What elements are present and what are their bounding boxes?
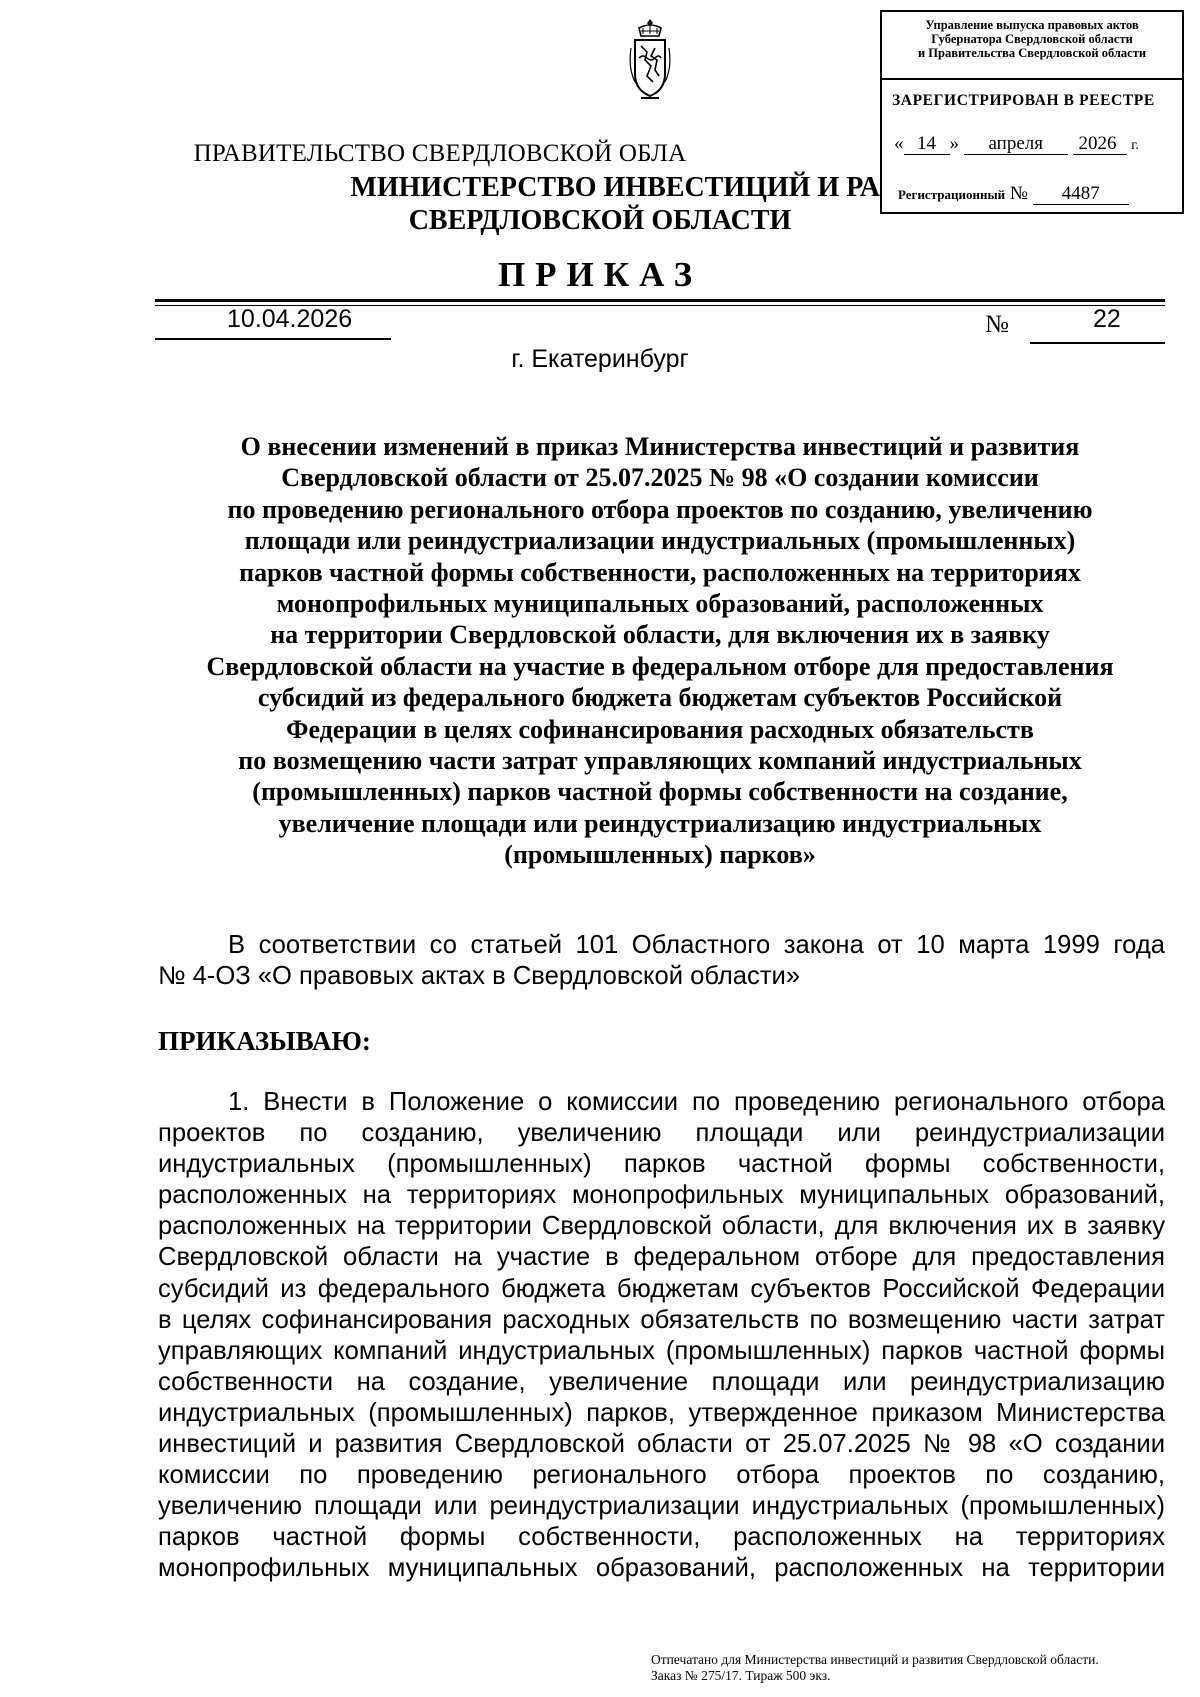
paragraph-line: расположенных на территориях монопрофильных муниципальных образований, [158, 1181, 1165, 1210]
stamp-year-prefix: 20 [1078, 133, 1098, 154]
number-underline [1030, 342, 1165, 344]
footer-line: Заказ № 275/17. Тираж 500 экз. [651, 1668, 831, 1683]
stamp-year [1073, 134, 1127, 155]
header-rule-thick [155, 299, 1165, 302]
stamp-close-quote: » [949, 133, 959, 154]
stamp-reg-number: 4487 [1033, 184, 1129, 205]
title-line: О внесении изменений в приказ Министерства инвестиций и развития [240, 432, 1080, 461]
paragraph-line: индустриальных (промышленных) парков частной формы собственности, [158, 1150, 1165, 1179]
title-line: (промышленных) парков частной формы собственности на создание, [252, 777, 1068, 807]
paragraph-line: увеличению площади или реиндустриализации индустриальных (промышленных) [158, 1492, 1165, 1521]
stamp-year-suffix: 26 [1097, 133, 1117, 154]
title-line: парков частной формы собственности, расположенных на территориях [239, 557, 1081, 587]
stamp-org-line: Управление выпуска правовых актов [925, 18, 1139, 32]
government-name: ПРАВИТЕЛЬСТВО СВЕРДЛОВСКОЙ ОБЛА [193, 140, 687, 167]
paragraph-line: проектов по созданию, увеличению площади или реиндустриализации [158, 1119, 1165, 1148]
footer-line: Отпечатано для Министерства инвестиций и развития Свердловской области. [651, 1652, 1099, 1667]
title-line: Свердловской области от 25.07.2025 № 98 «О создании комиссии [281, 463, 1039, 493]
title-line: Федерации в целях софинансирования расходных обязательств [286, 714, 1034, 744]
basis-line: № 4-ОЗ «О правовых актах в Свердловской области» [158, 962, 801, 991]
paragraph-line: в целях софинансирования расходных обязательств по возмещению части затрат [158, 1305, 1165, 1334]
city: г. Екатеринбург [511, 345, 689, 373]
title-line: по возмещению части затрат управляющих компаний индустриальных [238, 746, 1082, 776]
title-line: площади или реиндустриализации индустриальных (промышленных) [244, 526, 1076, 556]
ministry-name-line1: МИНИСТЕРСТВО ИНВЕСТИЦИЙ И РА [350, 172, 880, 203]
stamp-org-line: Губернатора Свердловской области [931, 32, 1133, 46]
order-number-label: № [985, 311, 1009, 338]
paragraph-line: Свердловской области на участие в федеральном отборе для предоставления [158, 1243, 1165, 1272]
title-line: субсидий из федерального бюджета бюджетам субъектов Российской [257, 683, 1063, 713]
basis-line: В соответствии со статьей 101 Областного закона от 10 марта 1999 года [228, 931, 1165, 959]
print-footer [651, 1652, 1099, 1684]
ministry-name-line2: СВЕРДЛОВСКОЙ ОБЛАСТИ [408, 205, 792, 236]
stamp-registered-label: ЗАРЕГИСТРИРОВАН В РЕЕСТРЕ [892, 92, 1155, 109]
coat-of-arms-icon [627, 18, 673, 104]
stamp-year-mark: г. [1131, 138, 1139, 153]
stamp-reg-label: Регистрационный [898, 187, 1006, 202]
stamp-day: 14 [904, 134, 950, 155]
paragraph-line: парков частной формы собственности, расположенных на территориях [158, 1523, 1165, 1552]
stamp-registration-number [898, 183, 1129, 205]
paragraph-line: монопрофильных муниципальных образований, расположенных на территории [158, 1554, 1165, 1583]
stamp-open-quote: « [894, 133, 904, 154]
order-number: 22 [1093, 305, 1121, 333]
paragraph-line: расположенных на территории Свердловской области, для включения их в заявку [158, 1212, 1165, 1241]
stamp-date [894, 133, 1139, 155]
title-line: на территории Свердловской области, для включения их в заявку [270, 620, 1050, 650]
paragraph-line: индустриальных (промышленных) парков, утвержденное приказом Министерства [158, 1398, 1165, 1427]
title-line: монопрофильных муниципальных образований, расположенных [276, 589, 1044, 619]
stamp-month: апреля [964, 134, 1068, 155]
stamp-organization [882, 18, 1182, 60]
paragraph-line: инвестиций и развития Свердловской области от 25.07.2025 № 98 «О создании [158, 1430, 1165, 1459]
paragraph-line: собственности на создание, увеличение площади или реиндустриализацию [158, 1367, 1165, 1396]
stamp-divider [882, 78, 1182, 80]
item-1-paragraph [158, 1087, 1165, 1585]
document-type-title: ПРИКАЗ [497, 255, 703, 294]
paragraph-line: субсидий из федерального бюджета бюджетам субъектов Российской Федерации [158, 1274, 1165, 1303]
title-line: увеличение площади или реиндустриализацию индустриальных [278, 808, 1042, 838]
stamp-org-line: и Правительства Свердловской области [917, 46, 1147, 60]
date-underline [155, 338, 391, 340]
order-date: 10.04.2026 [227, 305, 353, 333]
paragraph-line: комиссии по проведению регионального отбора проектов по созданию, [158, 1461, 1165, 1490]
registration-stamp [880, 10, 1184, 214]
title-line: Свердловской области на участие в федеральном отборе для предоставления [206, 651, 1114, 681]
paragraph-line: 1. Внести в Положение о комиссии по проведению регионального отбора [228, 1088, 1165, 1116]
stamp-reg-no-sign: № [1009, 183, 1028, 204]
basis-paragraph [158, 930, 1165, 992]
order-word: ПРИКАЗЫВАЮ: [158, 1026, 371, 1056]
title-line: (промышленных) парков» [504, 840, 816, 870]
order-title [150, 431, 1170, 871]
title-line: по проведению регионального отбора проектов по созданию, увеличению [227, 494, 1093, 524]
paragraph-line: управляющих компаний индустриальных (промышленных) парков частной формы [158, 1336, 1165, 1365]
